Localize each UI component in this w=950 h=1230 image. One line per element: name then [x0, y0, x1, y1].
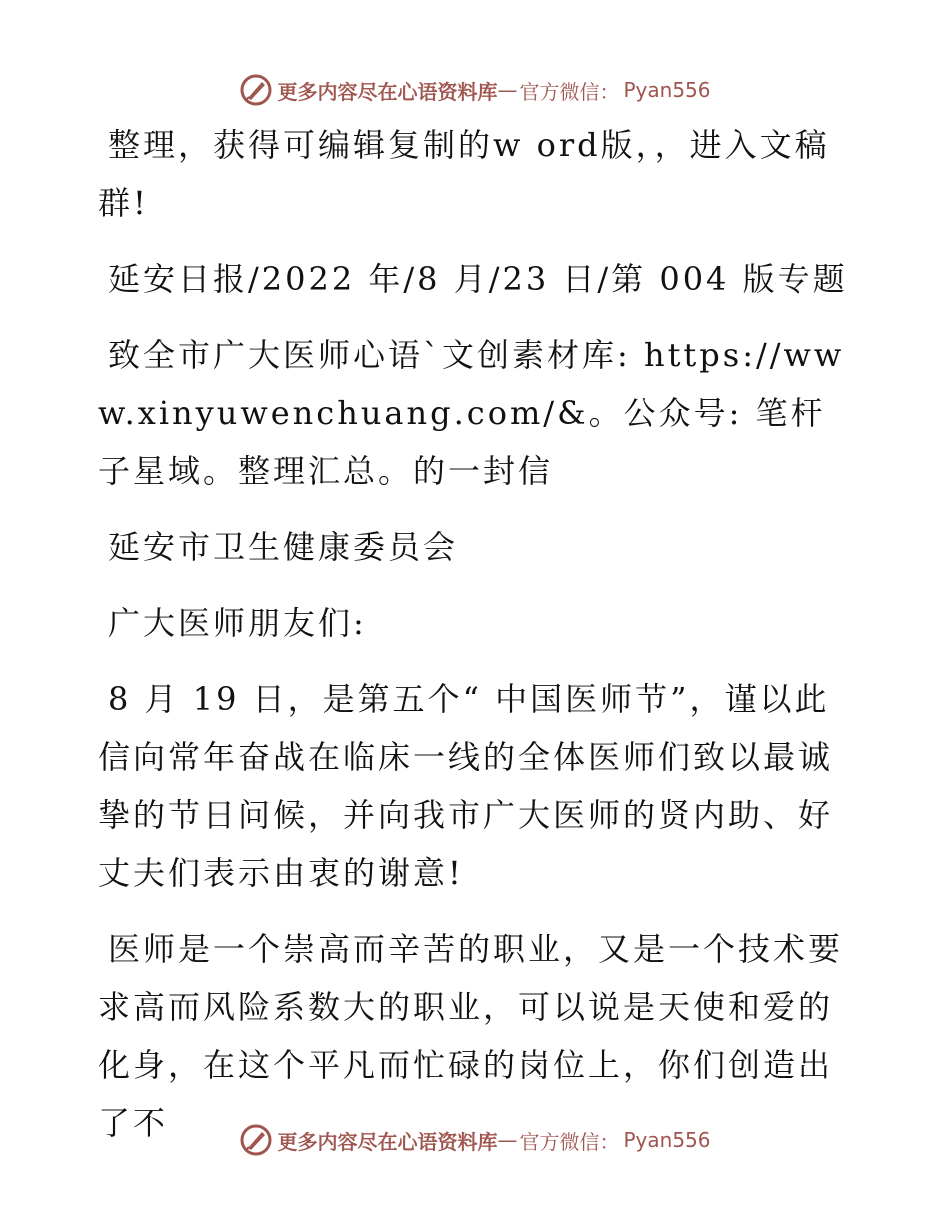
- banner-wechat-label: 官方微信：: [519, 79, 620, 104]
- banner-wechat-label: 官方微信：: [519, 1129, 620, 1154]
- paragraph-title: 致全市广大医师心语`文创素材库: https://www.xinyuwenchuang.com/&。公众号: 笔杆子星域。整理汇总。的一封信: [98, 336, 845, 490]
- paragraph-body-2: 医师是一个崇高而辛苦的职业，又是一个技术要求高而风险系数大的职业，可以说是天使和爱的化身，在这个平凡而忙碌的岗位上，你们创造出了不: [98, 930, 844, 1142]
- paragraph-source: 延安日报/2022 年/8 月/23 日/第 004 版专题: [108, 260, 848, 298]
- banner-brand-text: 更多内容尽在心语资料库: [277, 1129, 498, 1154]
- footer-banner: [0, 1118, 950, 1162]
- paragraph-author: 延安市卫生健康委员会: [108, 528, 459, 566]
- banner-wechat-id: Pyan556: [623, 1128, 711, 1152]
- paragraph-intro: 整理，获得可编辑复制的w ord版，，进入文稿群!: [98, 126, 830, 222]
- banner-brand-text: 更多内容尽在心语资料库: [277, 79, 498, 104]
- quill-pen-icon: [239, 73, 273, 107]
- quill-pen-icon: [239, 1123, 273, 1157]
- paragraph-salutation: 广大医师朋友们:: [108, 604, 367, 642]
- paragraph-body-1: 8 月 19 日，是第五个“ 中国医师节”，谨以此信向常年奋战在临床一线的全体医师们致以最诚挚的节日问候，并向我市广大医师的贤内助、好丈夫们表示由衷的谢意!: [98, 680, 834, 892]
- banner-separator: —: [497, 1128, 518, 1152]
- document-body: [98, 116, 853, 1152]
- banner-separator: —: [497, 78, 518, 102]
- header-banner: [0, 68, 950, 112]
- banner-wechat-id: Pyan556: [623, 78, 711, 102]
